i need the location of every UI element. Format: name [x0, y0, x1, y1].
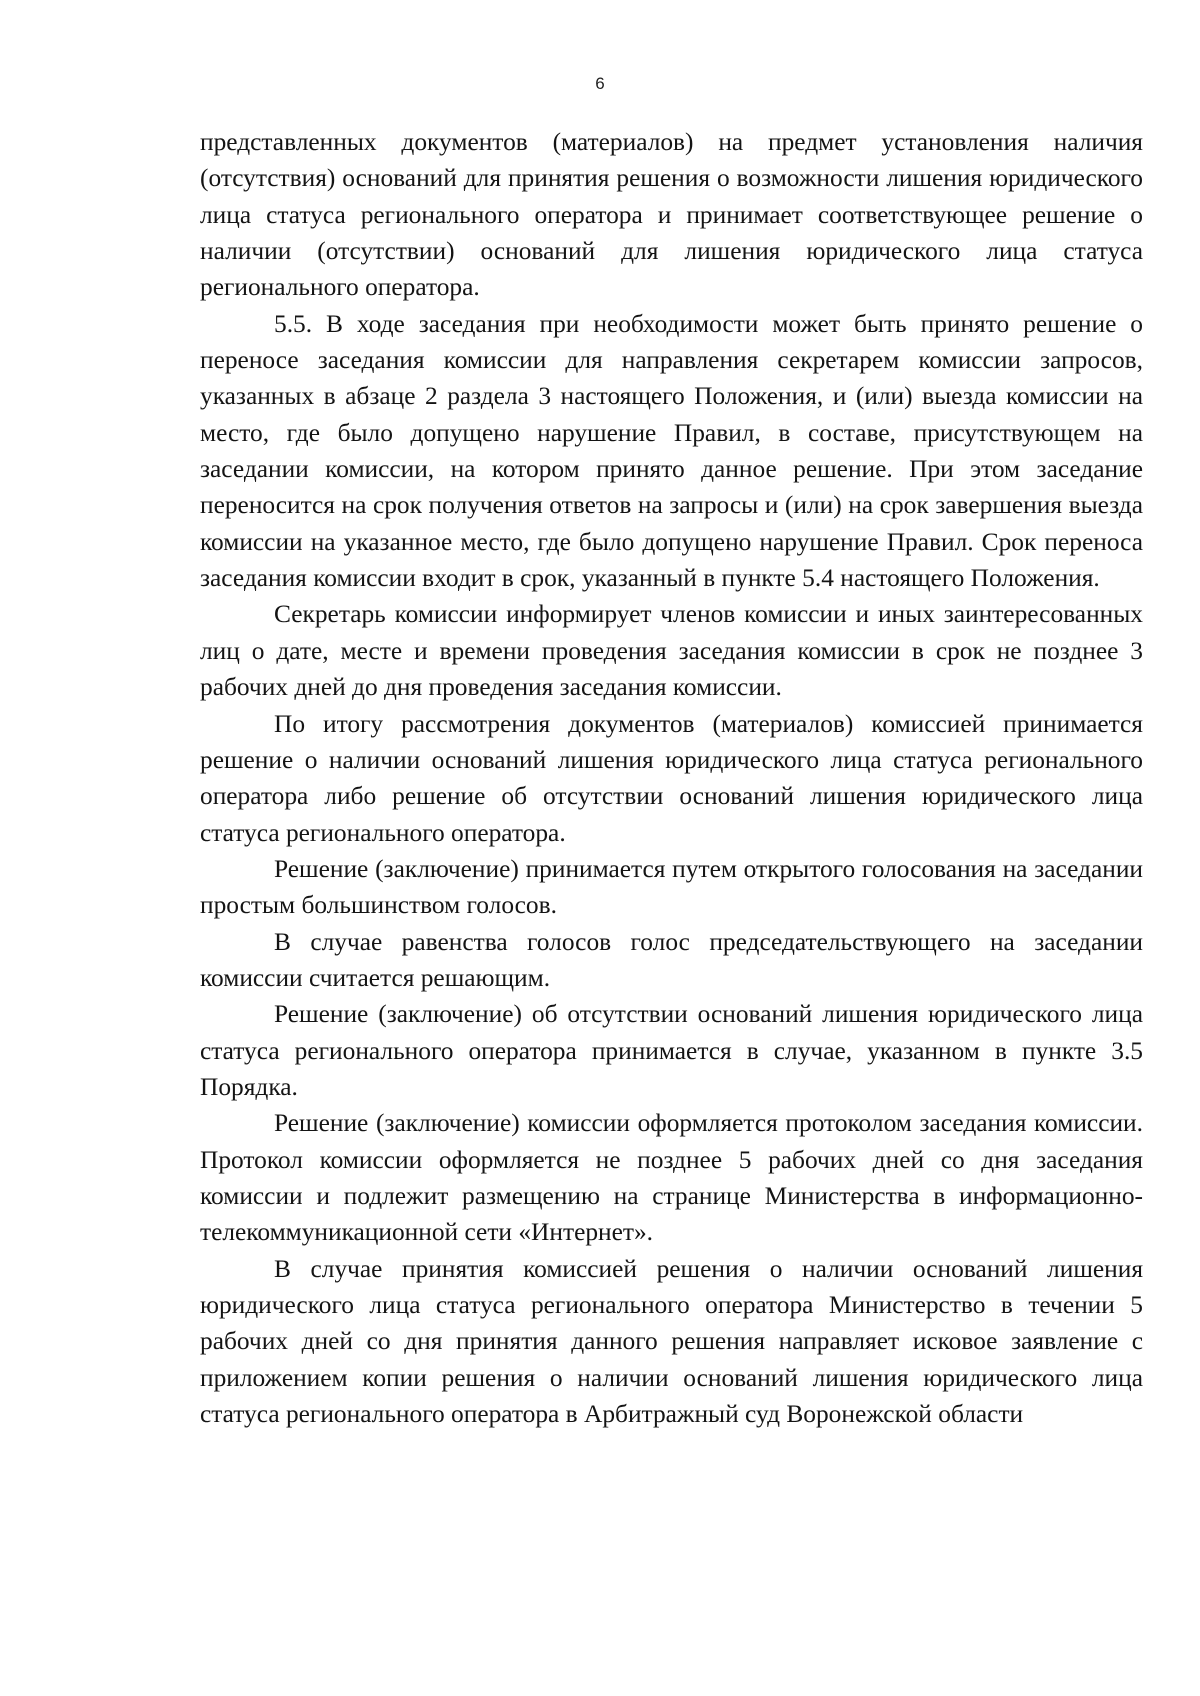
paragraph-review-outcome: По итогу рассмотрения документов (материалов) комиссией принимается решение о наличии оснований лишения юридического лица статуса регионального оператора либо решение об отсутствии оснований лишения юридического лица статуса регионального оператора. [200, 709, 1143, 847]
paragraph-clause-5-5: 5.5. В ходе заседания при необходимости может быть принято решение о переносе заседания комиссии для направления секретарем комиссии запросов, указанных в абзаце 2 раздела 3 настоящего Положения, и (или) выезда комиссии на место, где было допущено нарушение Правил, в составе, присутствующем на заседании комиссии, на котором принято данное решение. При этом заседание переносится на срок получения ответов на запросы и (или) на срок завершения выезда комиссии на указанное место, где было допущено нарушение Правил. Срок переноса заседания комиссии входит в срок, указанный в пункте 5.4 настоящего Положения. [200, 309, 1143, 593]
paragraph-court-claim: В случае принятия комиссией решения о наличии оснований лишения юридического лица статуса регионального оператора Министерство в течении 5 рабочих дней со дня принятия данного решения направляет исковое заявление с приложением копии решения о наличии оснований лишения юридического лица статуса регионального оператора в Арбитражный суд Воронежской области [200, 1254, 1143, 1429]
paragraph-voting: Решение (заключение) принимается путем открытого голосования на заседании простым большинством голосов. [200, 854, 1143, 920]
paragraph-absence-decision: Решение (заключение) об отсутствии оснований лишения юридического лица статуса регионального оператора принимается в случае, указанном в пункте 3.5 Порядка. [200, 1000, 1143, 1101]
paragraph-continuation: представленных документов (материалов) на предмет установления наличия (отсутствия) оснований для принятия решения о возможности лишения юридического лица статуса регионального оператора и принимает соответствующее решение о наличии (отсутствии) оснований для лишения юридического лица статуса регионального оператора. [200, 128, 1143, 302]
paragraph-protocol: Решение (заключение) комиссии оформляется протоколом заседания комиссии. Протокол комиссии оформляется не позднее 5 рабочих дней со дня заседания комиссии и подлежит размещению на странице Министерства в информационно-телекоммуникационной сети «Интернет». [200, 1109, 1143, 1247]
document-body [200, 124, 1143, 1432]
paragraph-tie-vote: В случае равенства голосов голос председательствующего на заседании комиссии считается решающим. [200, 927, 1143, 992]
paragraph-secretary-notice: Секретарь комиссии информирует членов комиссии и иных заинтересованных лиц о дате, месте и времени проведения заседания комиссии в срок не позднее 3 рабочих дней до дня проведения заседания комиссии. [200, 600, 1143, 702]
page-number: 6 [595, 74, 605, 93]
